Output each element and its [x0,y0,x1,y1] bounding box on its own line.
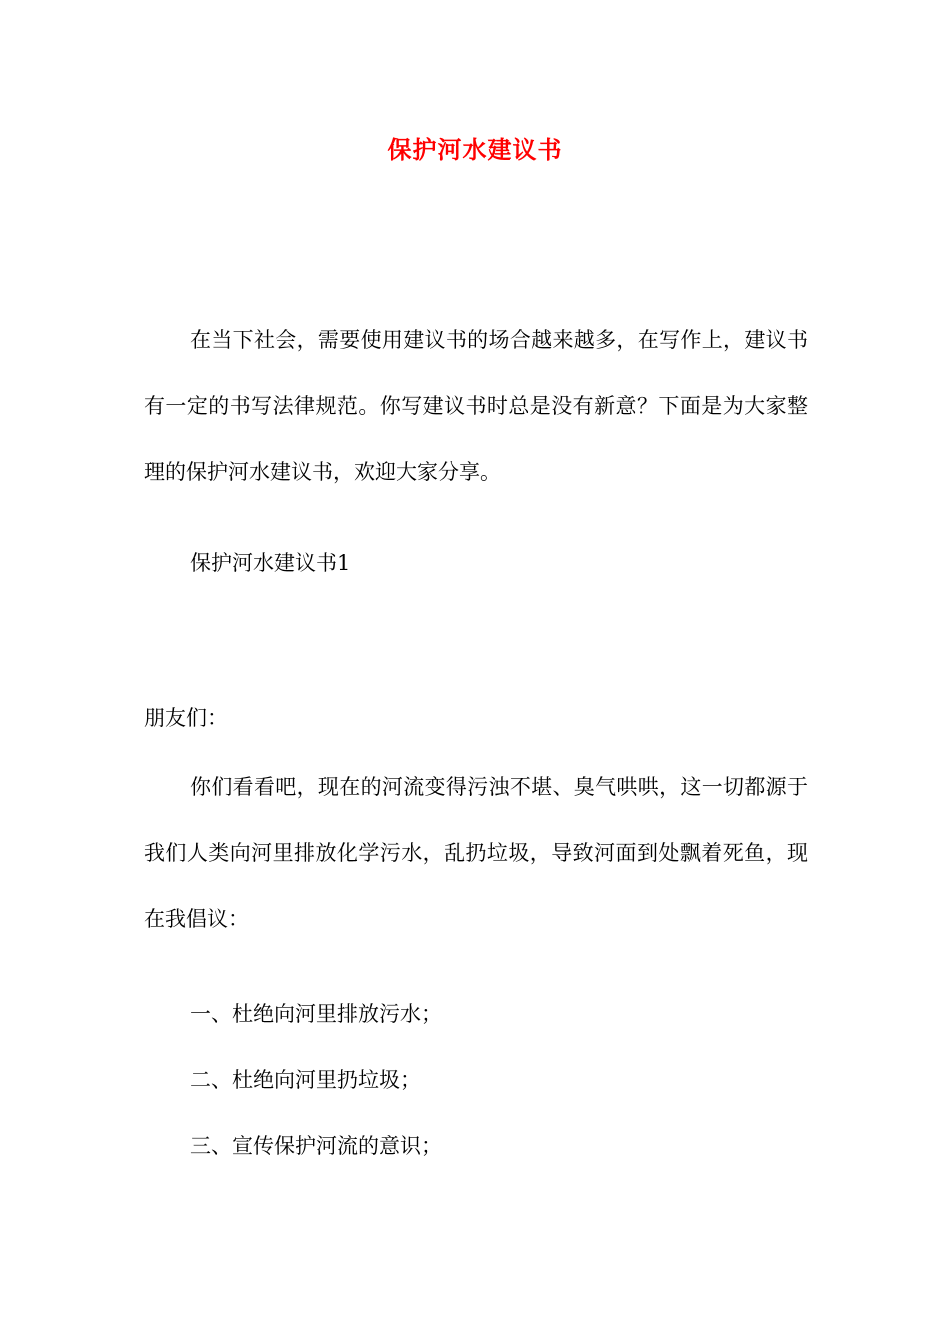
intro-paragraph: 在当下社会，需要使用建议书的场合越来越多，在写作上，建议书有一定的书写法律规范。你写建议书时总是没有新意？下面是为大家整理的保护河水建议书，欢迎大家分享。 [144,328,808,484]
document-title: 保护河水建议书 [387,135,563,164]
proposal-item-2: 二、杜绝向河里扔垃圾； [190,1068,421,1092]
body-paragraph: 你们看看吧，现在的河流变得污浊不堪、臭气哄哄，这一切都源于我们人类向河里排放化学污水，乱扔垃圾，导致河面到处飘着死鱼，现在我倡议： [144,775,808,931]
salutation: 朋友们： [144,706,228,730]
proposal-item-3: 三、宣传保护河流的意识； [190,1134,442,1158]
proposal-item-1: 一、杜绝向河里排放污水； [190,1002,442,1026]
section-heading: 保护河水建议书1 [190,551,351,575]
